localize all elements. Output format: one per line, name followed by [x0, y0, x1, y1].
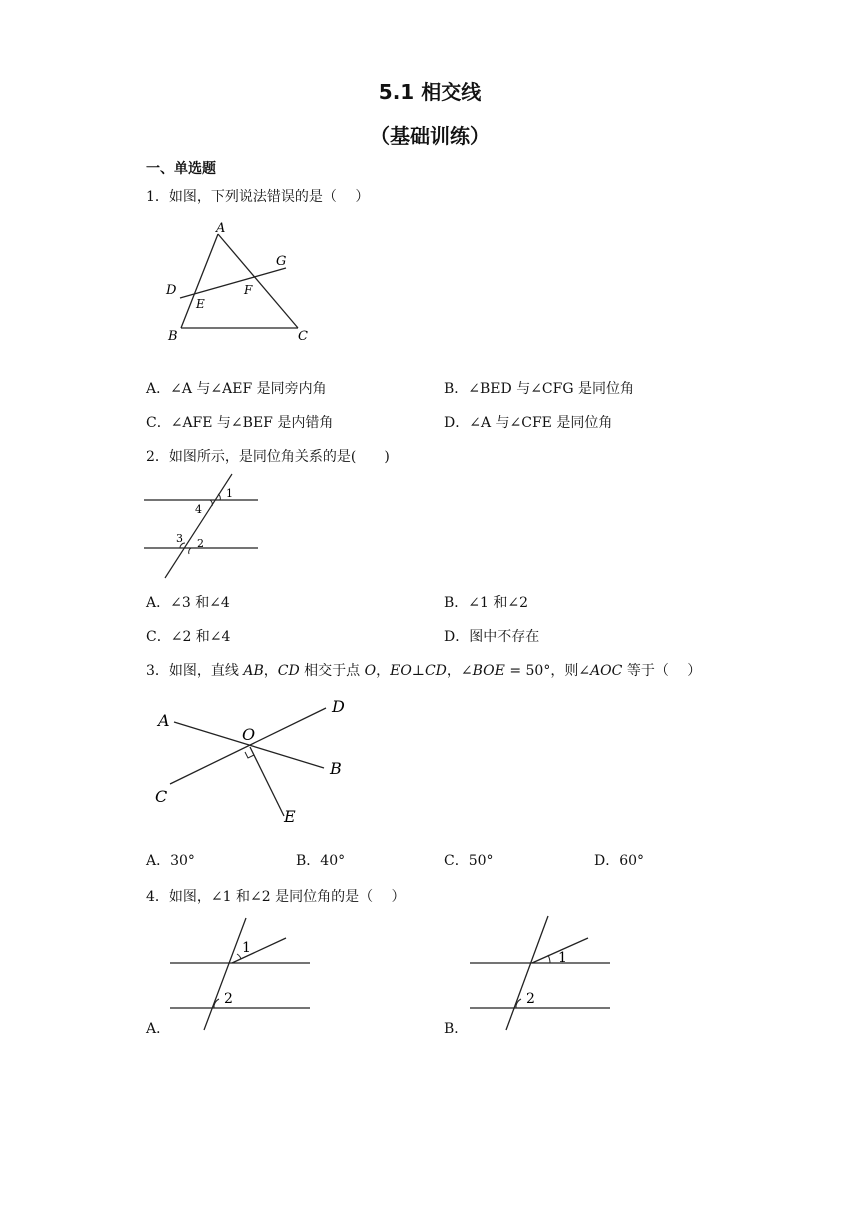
- q2-option-d: D．图中不存在: [444, 629, 540, 645]
- line-cd: [170, 708, 326, 784]
- label-angle-4: 4: [195, 503, 202, 516]
- label-angle-1: 1: [242, 940, 251, 956]
- label-e: E: [284, 807, 296, 826]
- extra-ray: [232, 938, 286, 963]
- section-heading: 一、单选题: [146, 161, 216, 177]
- q4-option-a-label: A．: [146, 1021, 171, 1037]
- label-c: C: [298, 329, 308, 344]
- q3-option-b: B．40°: [296, 853, 346, 869]
- label-a: A: [158, 711, 170, 730]
- label-d: D: [166, 283, 177, 298]
- segment-ab: [181, 234, 218, 328]
- label-angle-1: 1: [558, 950, 567, 966]
- angle-1-arc: [548, 955, 550, 963]
- question-4-stem: 4．如图，∠1 和∠2 是同位角的是（ ）: [146, 889, 406, 905]
- transversal-line: [506, 916, 548, 1030]
- ray-oe: [250, 747, 284, 816]
- q2-option-b: B．∠1 和∠2: [444, 595, 529, 611]
- question-2-stem: 2．如图所示，是同位角关系的是( ): [146, 449, 390, 465]
- transversal-line: [165, 474, 232, 578]
- page-title: 5.1 相交线: [378, 80, 482, 104]
- q4-option-b-figure: [466, 912, 616, 1034]
- transversal-line: [204, 918, 246, 1030]
- line-dg: [180, 268, 286, 298]
- question-2-figure: [140, 470, 265, 582]
- label-o: O: [242, 725, 256, 744]
- question-1-stem: 1．如图，下列说法错误的是（ ）: [146, 189, 370, 205]
- q1-option-c: C．∠AFE 与∠BEF 是内错角: [146, 415, 334, 431]
- label-a: A: [216, 221, 226, 236]
- question-3-figure: [150, 692, 360, 832]
- label-d: D: [332, 697, 345, 716]
- label-angle-1: 1: [226, 487, 233, 500]
- label-angle-2: 2: [224, 991, 233, 1007]
- q3-option-a: A．30°: [146, 853, 195, 869]
- q4-option-a-figure: [166, 912, 316, 1034]
- q4-option-b-label: B．: [444, 1021, 469, 1037]
- label-angle-2: 2: [197, 537, 204, 550]
- label-c: C: [155, 787, 168, 806]
- q2-option-a: A．∠3 和∠4: [146, 595, 230, 611]
- question-1-figure: [150, 216, 330, 346]
- angle-1-arc: [237, 954, 241, 959]
- label-angle-3: 3: [176, 532, 183, 545]
- label-f: F: [244, 283, 253, 297]
- label-b: B: [330, 759, 342, 778]
- angle-4-arc: [210, 500, 212, 506]
- label-e: E: [196, 297, 205, 311]
- page-subtitle: （基础训练）: [370, 124, 490, 148]
- q1-option-a: A．∠A 与∠AEF 是同旁内角: [146, 381, 327, 397]
- label-b: B: [168, 329, 178, 344]
- label-g: G: [276, 254, 287, 269]
- segment-ac: [218, 234, 298, 328]
- q3-option-c: C．50°: [444, 853, 494, 869]
- q1-option-b: B．∠BED 与∠CFG 是同位角: [444, 381, 634, 397]
- q2-option-c: C．∠2 和∠4: [146, 629, 231, 645]
- q3-option-d: D．60°: [594, 853, 645, 869]
- q1-option-d: D．∠A 与∠CFE 是同位角: [444, 415, 613, 431]
- label-angle-2: 2: [526, 991, 535, 1007]
- question-3-stem: 3．如图，直线 AB，CD 相交于点 O，EO⊥CD，∠BOE = 50°，则∠AOC 等于（ ）: [146, 663, 702, 679]
- angle-2-arc: [189, 548, 191, 554]
